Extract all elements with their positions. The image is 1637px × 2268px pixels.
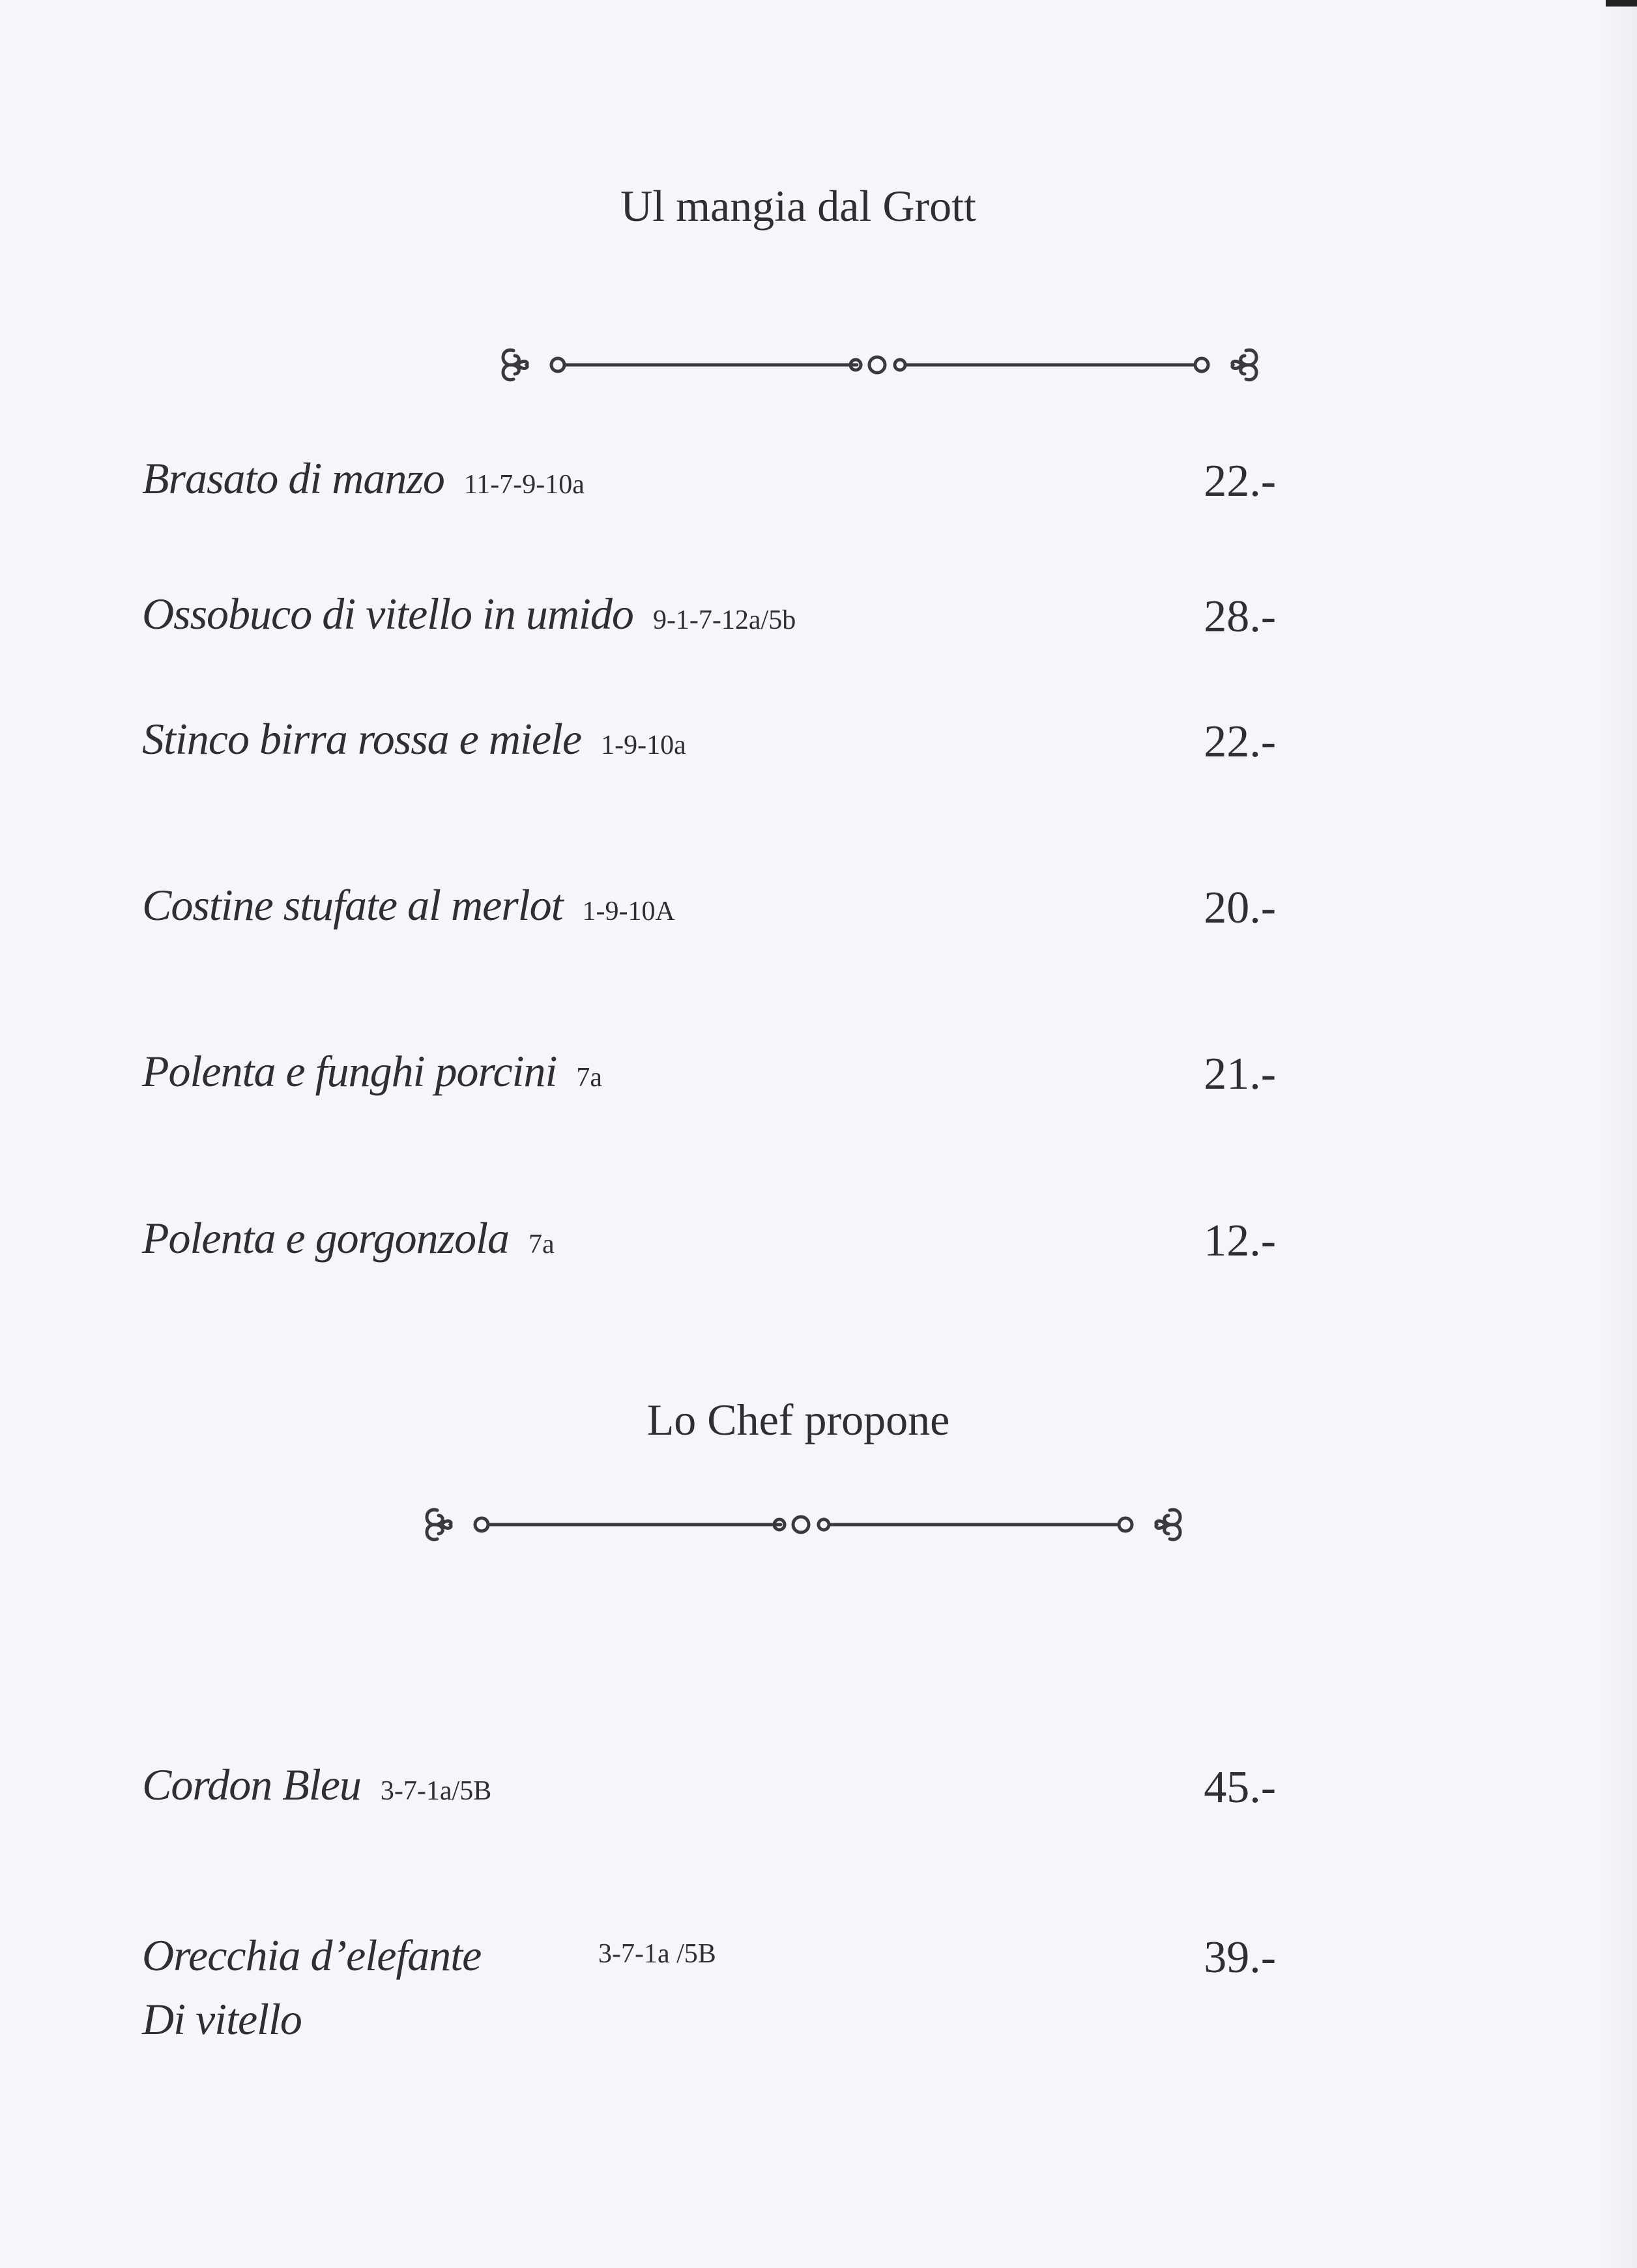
dish-price: 21.- [1204,1049,1276,1099]
allergen-codes: 3-7-1a/5B [380,1776,492,1806]
menu-item [142,1923,1276,2054]
dish-name: Costine stufate al merlot [142,880,563,930]
menu-item [142,1762,1276,1834]
scroll-divider-icon [495,326,1264,404]
allergen-codes: 11-7-9-10a [463,470,585,500]
page-edge [1599,0,1637,2268]
menu-item [142,589,1276,663]
dish-name: Polenta e gorgonzola [142,1213,509,1263]
allergen-codes: 3-7-1a /5B [598,1939,716,1969]
dish-price: 45.- [1204,1762,1276,1813]
dish-price: 20.- [1204,883,1276,933]
dish-name: Stinco birra rossa e miele [142,714,582,764]
menu-item [142,453,1276,528]
menu-item [142,714,1276,788]
dish-price: 22.- [1204,717,1276,767]
allergen-codes: 1-9-10A [582,897,675,926]
dish-price: 12.- [1204,1216,1276,1266]
dish-name: Cordon Bleu [142,1760,361,1809]
corner-mark [1606,0,1637,7]
section-title-grott: Ul mangia dal Grott [620,181,976,231]
dish-price: 28.- [1204,592,1276,642]
menu-item [142,1046,1276,1121]
menu-item [142,1213,1276,1287]
dish-name-line2: Di vitello [142,1994,302,2044]
allergen-codes: 7a [576,1063,603,1093]
dish-name: Ossobuco di vitello in umido [142,589,633,639]
section-title-chef: Lo Chef propone [646,1395,950,1444]
dish-name-block [142,1923,598,2051]
dish-price: 22.- [1204,456,1276,506]
scroll-divider-icon [419,1486,1188,1564]
dish-name: Brasato di manzo [142,453,444,503]
dish-name-line1: Orecchia d’elefante [142,1931,482,1980]
allergen-codes: 9-1-7-12a/5b [652,605,796,635]
dish-price: 39.- [1204,1932,1276,1983]
menu-item [142,880,1276,955]
dish-name: Polenta e funghi porcini [142,1046,557,1096]
allergen-codes: 1-9-10a [601,730,686,760]
allergen-codes: 7a [528,1229,555,1259]
